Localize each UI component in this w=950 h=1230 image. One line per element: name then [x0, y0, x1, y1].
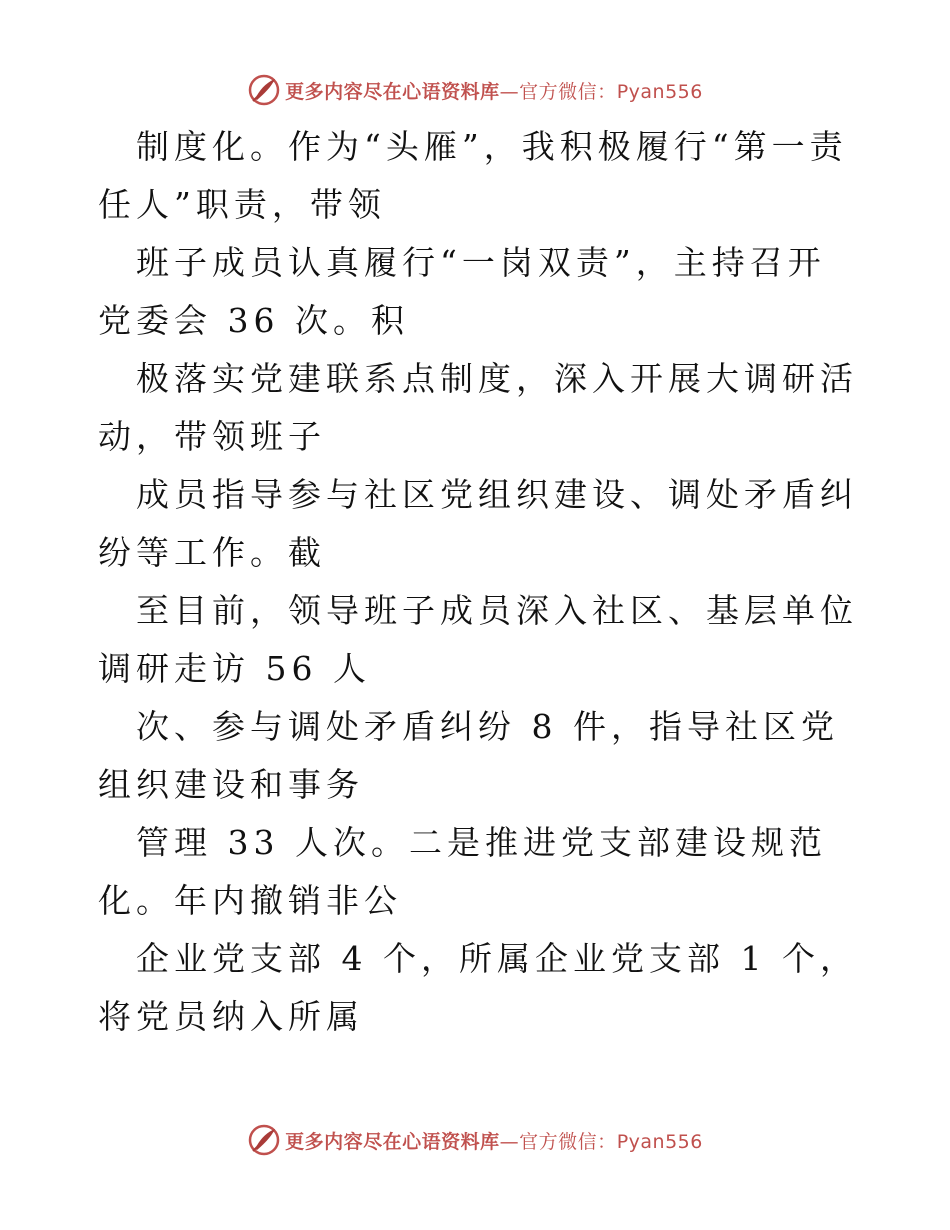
watermark-wechat-id: Pyan556 [616, 80, 703, 103]
paragraph-7: 管理 33 人次。二是推进党支部建设规范化。年内撤销非公 [98, 823, 827, 920]
watermark-wechat-id: Pyan556 [616, 1130, 703, 1153]
paragraph-5: 至目前，领导班子成员深入社区、基层单位调研走访 56 人 [98, 591, 858, 688]
quill-logo-icon [247, 73, 281, 107]
watermark-brand: 更多内容尽在心语资料库 [285, 1130, 500, 1153]
watermark-dash: — [499, 1130, 520, 1153]
header-watermark [0, 70, 950, 110]
watermark-group [247, 73, 703, 107]
footer-watermark [0, 1120, 950, 1160]
watermark-wechat-label: 官方微信： [519, 1130, 617, 1153]
watermark-group [247, 1123, 703, 1157]
paragraph-6: 次、参与调处矛盾纠纷 8 件，指导社区党组织建设和事务 [98, 707, 839, 804]
quill-logo-icon [247, 1123, 281, 1157]
paragraph-8: 企业党支部 4 个，所属企业党支部 1 个，将党员纳入所属 [98, 939, 858, 1036]
watermark-dash: — [499, 80, 520, 103]
watermark-text [285, 1127, 703, 1154]
document-body [98, 118, 858, 1046]
paragraph-3: 极落实党建联系点制度，深入开展大调研活动，带领班子 [98, 359, 858, 456]
paragraph-2: 班子成员认真履行“一岗双责”，主持召开党委会 36 次。积 [98, 243, 826, 340]
paragraph-1: 制度化。作为“头雁”，我积极履行“第一责任人”职责，带领 [98, 127, 848, 224]
paragraph-4: 成员指导参与社区党组织建设、调处矛盾纠纷等工作。截 [98, 475, 858, 572]
watermark-text [285, 77, 703, 104]
watermark-wechat-label: 官方微信： [519, 80, 617, 103]
watermark-brand: 更多内容尽在心语资料库 [285, 80, 500, 103]
